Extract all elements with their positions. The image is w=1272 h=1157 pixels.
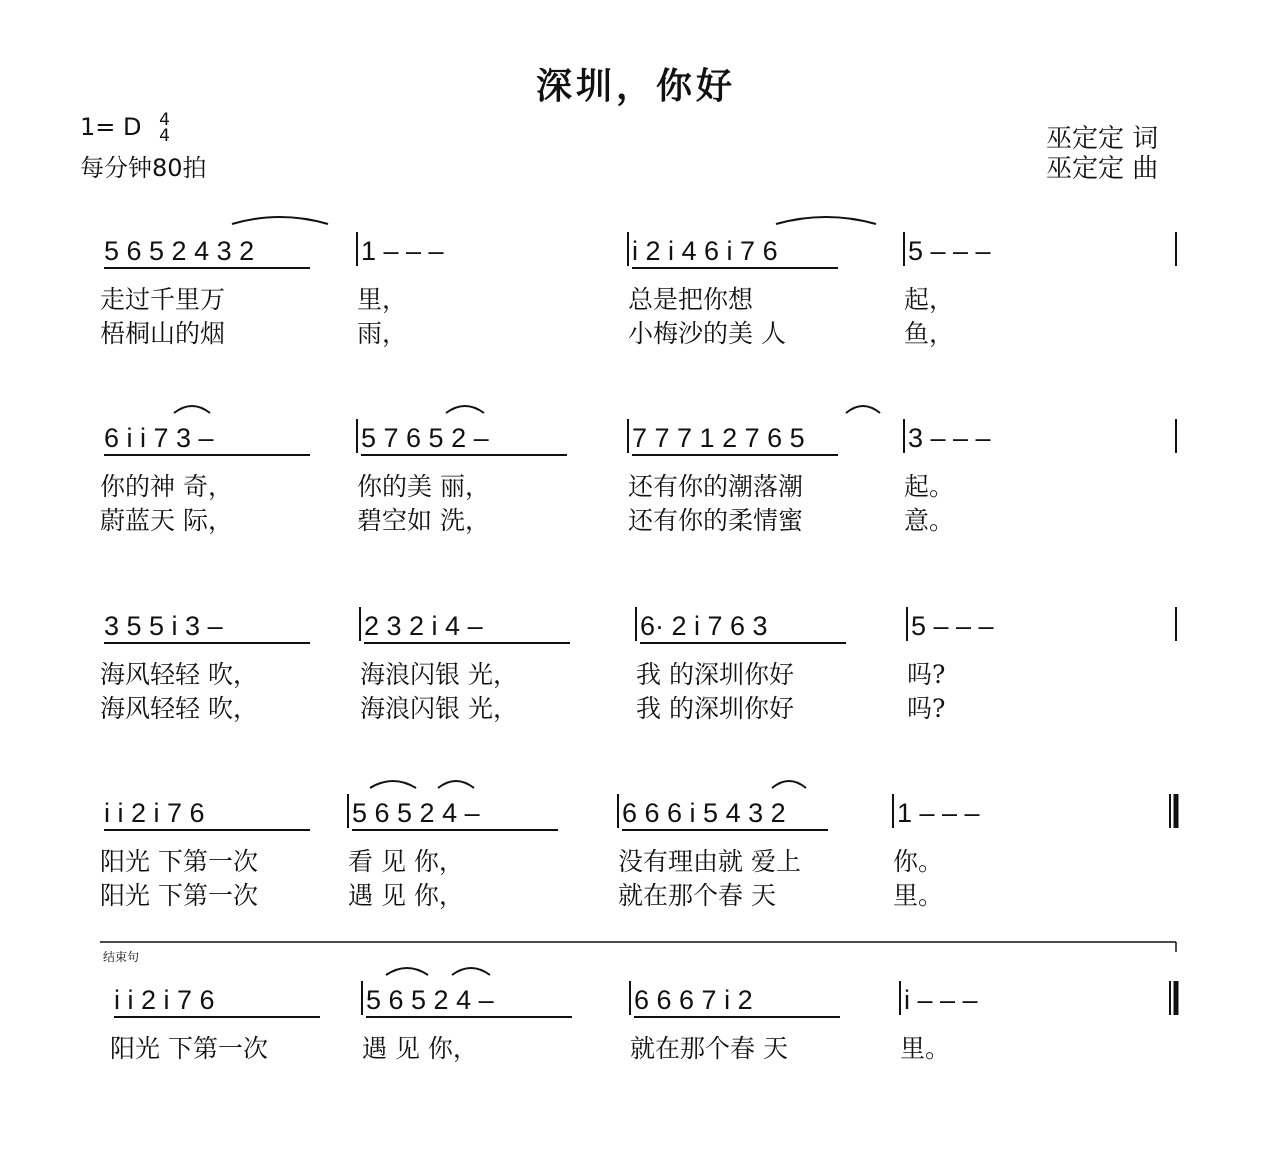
slur [438, 781, 474, 788]
note-measure: 5 – – – [911, 611, 994, 641]
slur [846, 406, 880, 413]
lyric-verse-1: 吗? [907, 660, 946, 689]
lyric-verse-2: 遇 见 你， [348, 881, 464, 910]
lyric-verse-1: 遇 见 你， [362, 1034, 478, 1063]
lyric-verse-2: 阳光 下第一次 [100, 881, 258, 910]
note-measure: i – – – [904, 985, 978, 1015]
key-label: 1= D [80, 113, 142, 141]
lyric-verse-2: 还有你的柔情蜜 [628, 506, 804, 535]
lyric-verse-1: 走过千里万 [100, 285, 226, 314]
time-bottom: 4 [159, 126, 170, 146]
lyric-verse-2: 吗? [907, 694, 946, 723]
lyric-verse-1: 海风轻轻 吹， [100, 660, 258, 689]
lyric-verse-2: 碧空如 洗， [357, 506, 490, 535]
composer-credit: 巫定定 曲 [1046, 154, 1159, 184]
time-top: 4 [159, 110, 170, 130]
lyric-verse-1: 我 的深圳你好 [636, 660, 794, 689]
lyric-verse-1: 海浪闪银 光， [360, 660, 518, 689]
lyric-verse-1: 看 见 你， [348, 847, 464, 876]
note-measure: 6· 2 i 7 6 3 [640, 611, 768, 641]
note-measure: 6 6 6 7 i 2 [634, 985, 753, 1015]
lyric-verse-2: 海浪闪银 光， [360, 694, 518, 723]
note-measure: i i 2 i 7 6 [104, 798, 205, 828]
lyric-verse-2: 小梅沙的美 人 [628, 319, 786, 348]
lyric-verse-1: 起。 [904, 472, 955, 501]
lyric-verse-2: 鱼， [904, 319, 955, 348]
lyric-verse-2: 雨， [357, 319, 408, 348]
slur [776, 217, 876, 224]
slur [772, 781, 806, 788]
lyric-verse-1: 你。 [893, 847, 944, 876]
lyric-verse-1: 里， [357, 285, 408, 314]
lyric-verse-1: 起， [904, 285, 955, 314]
lyric-verse-2: 我 的深圳你好 [636, 694, 794, 723]
lyric-verse-2: 蔚蓝天 际， [100, 506, 233, 535]
note-measure: i 2 i 4 6 i 7 6 [632, 236, 778, 266]
lyric-verse-1: 你的美 丽， [357, 472, 490, 501]
tempo-marking: 每分钟80拍 [80, 154, 207, 182]
slur [446, 406, 484, 413]
lyric-verse-1: 里。 [900, 1034, 951, 1063]
note-measure: i i 2 i 7 6 [114, 985, 215, 1015]
lyric-verse-2: 意。 [904, 506, 955, 535]
page-title: 深圳，你好 [535, 65, 736, 107]
note-measure: 6 6 6 i 5 4 3 2 [622, 798, 786, 828]
note-measure: 3 – – – [908, 423, 991, 453]
lyric-verse-2: 里。 [893, 881, 944, 910]
lyricist-credit: 巫定定 词 [1046, 124, 1159, 154]
lyric-verse-2: 梧桐山的烟 [100, 319, 226, 348]
lyric-verse-2: 海风轻轻 吹， [100, 694, 258, 723]
lyric-verse-1: 阳光 下第一次 [110, 1034, 268, 1063]
lyric-verse-1: 你的神 奇， [100, 472, 233, 501]
note-measure: 1 – – – [361, 236, 444, 266]
slur [174, 406, 210, 413]
note-measure: 7 7 7 1 2 7 6 5 [632, 423, 805, 453]
note-measure: 5 6 5 2 4 – [352, 798, 480, 828]
lyric-verse-1: 没有理由就 爱上 [618, 847, 801, 876]
note-measure: 5 6 5 2 4 3 2 [104, 236, 255, 266]
slur [452, 968, 490, 975]
lyric-verse-1: 还有你的潮落潮 [628, 472, 804, 501]
note-measure: 3 5 5 i 3 – [104, 611, 223, 641]
slur [370, 781, 416, 788]
slur [386, 968, 428, 975]
note-measure: 5 – – – [908, 236, 991, 266]
note-measure: 2 3 2 i 4 – [364, 611, 483, 641]
note-measure: 5 6 5 2 4 – [366, 985, 494, 1015]
slur [232, 217, 328, 224]
lyric-verse-2: 就在那个春 天 [618, 881, 776, 910]
lyric-verse-1: 总是把你想 [628, 285, 754, 314]
lyric-verse-1: 阳光 下第一次 [100, 847, 258, 876]
lyric-verse-1: 就在那个春 天 [630, 1034, 788, 1063]
note-measure: 1 – – – [897, 798, 980, 828]
ending-label: 结束句 [103, 950, 140, 964]
note-measure: 5 7 6 5 2 – [361, 423, 489, 453]
note-measure: 6 i i 7 3 – [104, 423, 214, 453]
